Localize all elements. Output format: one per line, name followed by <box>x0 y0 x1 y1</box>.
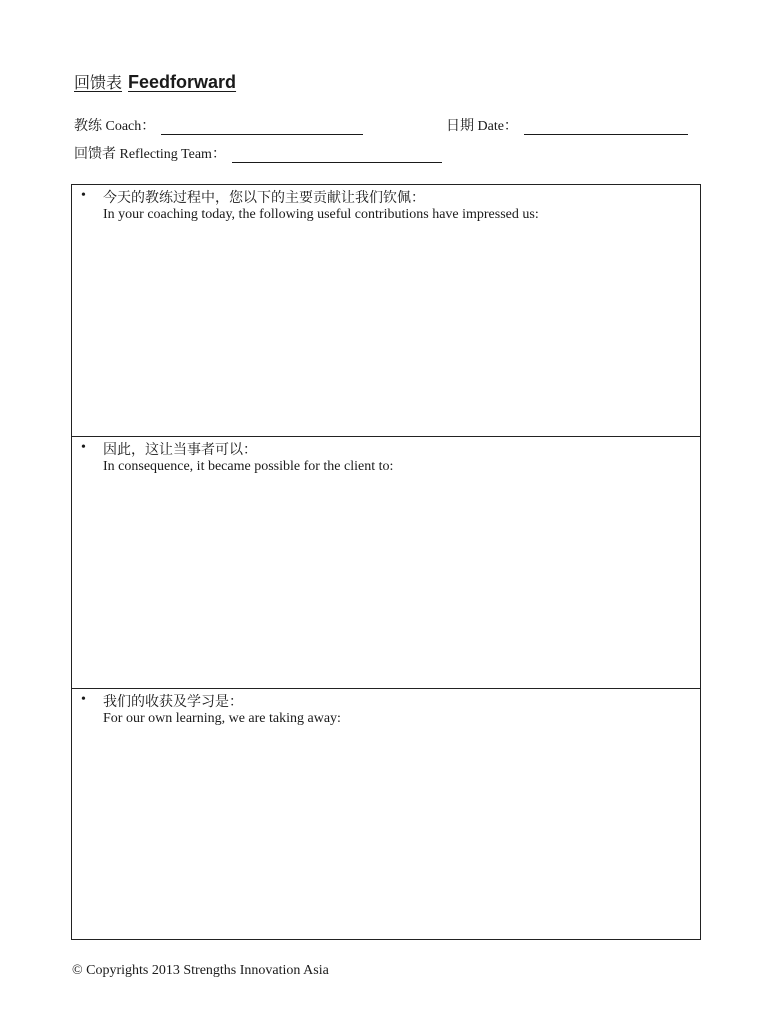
reflecting-team-blank-line[interactable] <box>232 148 442 163</box>
bullet: • <box>81 188 86 203</box>
feedback-grid <box>71 184 701 940</box>
coach-label: 教练 Coach： <box>74 119 156 134</box>
title-chinese: 回馈表 <box>74 75 123 92</box>
coach-field <box>74 115 363 135</box>
date-blank-line[interactable] <box>524 120 688 135</box>
question-chinese: 因此，这让当事者可以： <box>103 443 257 458</box>
bullet: • <box>81 440 86 455</box>
question-chinese: 我们的收获及学习是： <box>103 695 243 710</box>
date-label: 日期 Date： <box>446 119 518 134</box>
question-english: For our own learning, we are taking away: <box>103 711 341 726</box>
section-client-outcome[interactable] <box>72 437 700 689</box>
section-contributions[interactable] <box>72 185 700 437</box>
section-learning[interactable] <box>72 689 700 939</box>
question-chinese: 今天的教练过程中，您以下的主要贡献让我们钦佩： <box>103 191 425 206</box>
page-title <box>74 70 236 93</box>
coach-blank-line[interactable] <box>161 120 363 135</box>
reflecting-team-label: 回馈者 Reflecting Team： <box>74 147 226 162</box>
reflecting-team-field <box>74 143 442 163</box>
copyright-footer: © Copyrights 2013 Strengths Innovation Asia <box>72 963 329 978</box>
date-field <box>446 115 688 135</box>
question-english: In consequence, it became possible for the client to: <box>103 459 394 474</box>
question-english: In your coaching today, the following useful contributions have impressed us: <box>103 207 539 222</box>
bullet: • <box>81 692 86 707</box>
title-english: Feedforward <box>128 72 237 92</box>
